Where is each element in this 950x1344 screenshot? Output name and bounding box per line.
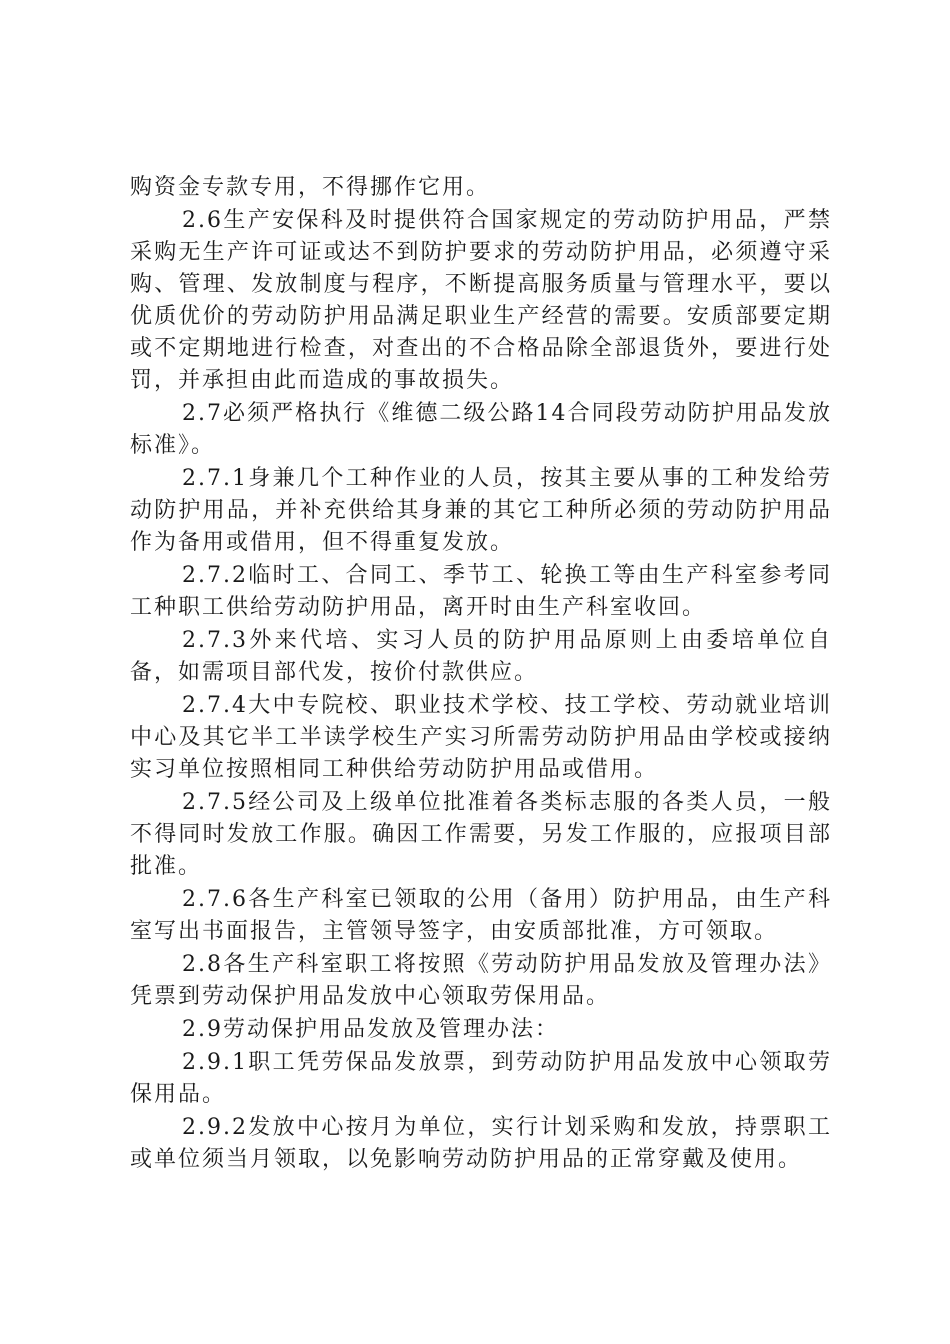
paragraph-2-7-3: 2.7.3外来代培、实习人员的防护用品原则上由委培单位自备，如需项目部代发，按价付款供应。 <box>130 628 832 685</box>
paragraph-2-6: 2.6生产安保科及时提供符合国家规定的劳动防护用品，严禁采购无生产许可证或达不到防护要求的劳动防护用品，必须遵守采购、管理、发放制度与程序，不断提高服务质量与管理水平，要以优质优价的劳动防护用品满足职业生产经营的需要。安质部要定期或不定期地进行检查，对查出的不合格品除全部退货外，要进行处罚，并承担由此而造成的事故损失。 <box>130 208 832 393</box>
paragraph-2-9: 2.9劳动保护用品发放及管理办法： <box>182 1017 559 1042</box>
paragraph-2-7: 2.7必须严格执行《维德二级公路14合同段劳动防护用品发放标准》。 <box>130 401 832 458</box>
document-body <box>130 172 832 1177</box>
paragraph-2-9-2: 2.9.2发放中心按月为单位，实行计划采购和发放，持票职工或单位须当月领取，以免影响劳动防护用品的正常穿戴及使用。 <box>130 1115 832 1172</box>
paragraph-2-7-6: 2.7.6各生产科室已领取的公用（备用）防护用品，由生产科室写出书面报告，主管领导签字，由安质部批准，方可领取。 <box>130 887 832 944</box>
paragraph-2-7-2: 2.7.2临时工、合同工、季节工、轮换工等由生产科室参考同工种职工供给劳动防护用品，离开时由生产科室收回。 <box>130 563 832 620</box>
paragraph-2-8: 2.8各生产科室职工将按照《劳动防护用品发放及管理办法》凭票到劳动保护用品发放中心领取劳保用品。 <box>130 952 832 1009</box>
paragraph-continuation: 购资金专款专用，不得挪作它用。 <box>130 175 491 200</box>
paragraph-2-9-1: 2.9.1职工凭劳保品发放票，到劳动防护用品发放中心领取劳保用品。 <box>130 1050 832 1107</box>
paragraph-2-7-1: 2.7.1身兼几个工种作业的人员，按其主要从事的工种发给劳动防护用品，并补充供给其身兼的其它工种所必须的劳动防护用品作为备用或借用，但不得重复发放。 <box>130 466 832 555</box>
paragraph-2-7-5: 2.7.5经公司及上级单位批准着各类标志服的各类人员，一般不得同时发放工作服。确因工作需要，另发工作服的，应报项目部批准。 <box>130 790 832 879</box>
paragraph-2-7-4: 2.7.4大中专院校、职业技术学校、技工学校、劳动就业培训中心及其它半工半读学校生产实习所需劳动防护用品由学校或接纳实习单位按照相同工种供给劳动防护用品或借用。 <box>130 693 832 782</box>
